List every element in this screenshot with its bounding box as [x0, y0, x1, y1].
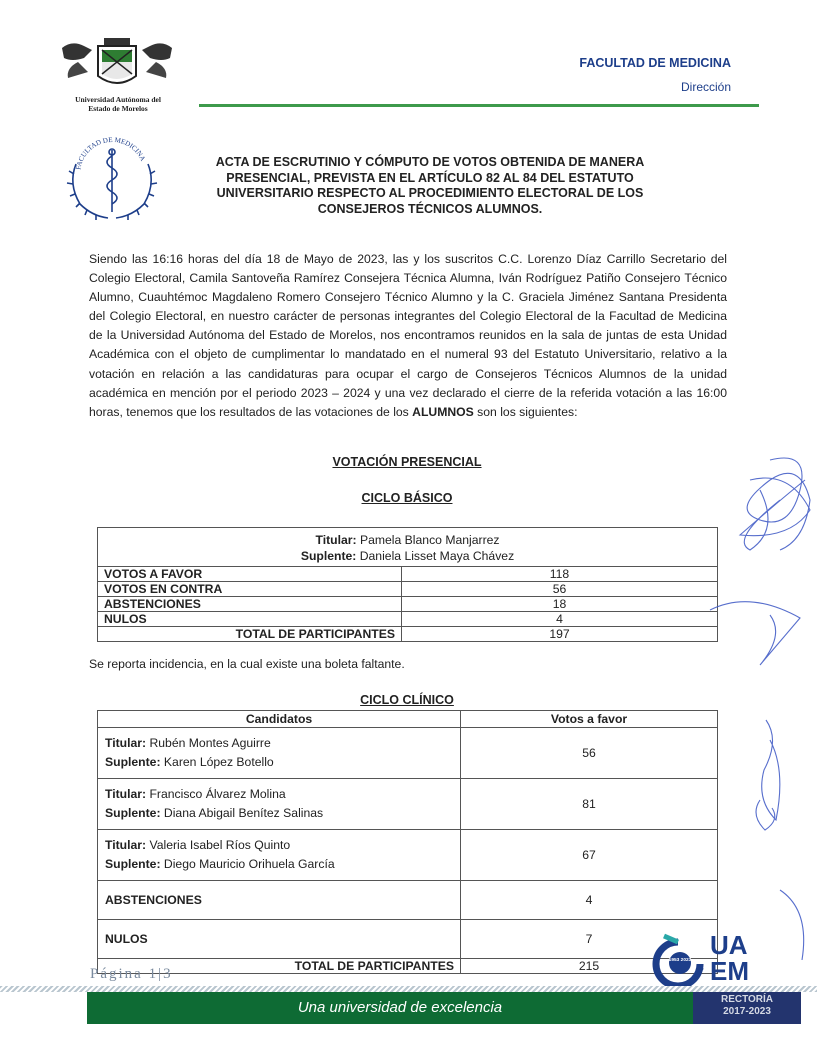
incidence-note: Se reporta incidencia, en la cual existe una boleta faltante.	[89, 657, 405, 671]
paragraph-text: , en nuestro carácter de personas integrantes del Colegio Electoral de la Facultad de Medicina de la Universidad Autónoma del Estado de Morelos, nos encontramos reunidos en la sala de juntas de esta Unidad Académica con el objeto de cumplimentar lo mandatado en el numeral 93 del Estatuto Universitario, relativo a la votación en relación a las candidaturas para ocupar el cargo de Consejeros Técnicos Alumnos de la unidad académica en mención por el periodo 2023 – 2024 y una vez declarado el cierre de la referida votación a las 16:00 horas, tenemos que los resultados de las votaciones de los	[89, 309, 727, 419]
row-value: 56	[402, 582, 718, 597]
column-header-candidates: Candidatos	[98, 711, 461, 728]
total-value: 197	[402, 627, 718, 642]
rectoria-period: 2017-2023	[723, 1006, 771, 1017]
row-label: VOTOS EN CONTRA	[98, 582, 402, 597]
candidate-suplente	[105, 855, 453, 874]
row-label: ABSTENCIONES	[98, 597, 402, 612]
votes-value: 67	[461, 830, 718, 881]
suplente-label: Suplente:	[105, 806, 161, 820]
document-title: ACTA DE ESCRUTINIO Y CÓMPUTO DE VOTOS OBTENIDA DE MANERA PRESENCIAL, PREVISTA EN EL ARTÍCULO 82 AL 84 DEL ESTATUTO UNIVERSITARIO RESPECTO AL PROCEDIMIENTO ELECTORAL DE LOS CONSEJEROS TÉCNICOS ALUMNOS.	[215, 155, 645, 216]
total-value: 215	[461, 959, 718, 974]
table-row	[98, 920, 718, 959]
anniversary-word: AÑOS	[692, 966, 706, 983]
row-label: NULOS	[98, 612, 402, 627]
table-row	[98, 830, 718, 881]
titular-name: Rubén Montes Aguirre	[146, 736, 271, 750]
clinico-results-table	[97, 710, 718, 974]
uaem-70-years-logo	[644, 928, 764, 986]
basico-titular	[104, 532, 711, 548]
candidate-suplente	[105, 753, 453, 772]
suplente-label: Suplente:	[105, 857, 161, 871]
abstenciones-value: 4	[461, 881, 718, 920]
row-label: VOTOS A FAVOR	[98, 567, 402, 582]
table-row	[98, 567, 718, 582]
paragraph-text: Siendo las 16:16 horas del día 18 de Mayo de 2023	[89, 252, 385, 266]
row-value: 18	[402, 597, 718, 612]
section-heading-basico: CICLO BÁSICO	[361, 491, 453, 505]
section-heading-clinico: CICLO CLÍNICO	[360, 693, 454, 707]
candidate-suplente	[105, 804, 453, 823]
paragraph-text-bold: , las y los suscritos C.C. Lorenzo Díaz Carrillo Secretario del Colegio Electoral, Camila Santoveña Ramírez Consejera Técnica Alumna, Iván Rodríguez Patiño Consejero Técnico Alumno, Cuauhtémoc Magdaleno Romero Consejero Técnico Alumno y la C. Graciela Jiménez Santana Presidenta del Colegio Electoral	[89, 252, 727, 324]
suplente-label: Suplente:	[105, 755, 161, 769]
table-row	[98, 881, 718, 920]
body-paragraph	[89, 250, 727, 422]
candidate-cell	[98, 830, 461, 881]
table-row	[98, 612, 718, 627]
table-row	[98, 582, 718, 597]
candidate-titular	[105, 785, 453, 804]
logo-text-em: EM	[710, 956, 749, 986]
logo-text-ua: UA	[710, 930, 748, 960]
candidate-cell	[98, 728, 461, 779]
department-name: Dirección	[680, 80, 731, 94]
basico-candidate-row	[98, 528, 718, 567]
titular-label: Titular:	[105, 736, 147, 750]
abstenciones-label: ABSTENCIONES	[98, 881, 461, 920]
votes-value: 81	[461, 779, 718, 830]
table-header-row	[98, 711, 718, 728]
titular-name: Valeria Isabel Ríos Quinto	[146, 838, 291, 852]
total-label: TOTAL DE PARTICIPANTES	[98, 627, 402, 642]
footer-slogan: Una universidad de excelencia	[297, 999, 503, 1016]
section-heading-votacion: VOTACIÓN PRESENCIAL	[332, 455, 482, 469]
row-value: 4	[402, 612, 718, 627]
anniversary-years: 1953 2023	[668, 958, 692, 963]
nulos-value: 7	[461, 920, 718, 959]
candidate-titular	[105, 836, 453, 855]
paragraph-text: son los siguientes:	[473, 404, 578, 419]
titular-name: Francisco Álvarez Molina	[146, 787, 286, 801]
row-value: 118	[402, 567, 718, 582]
university-name-line1: Universidad Autónoma del	[75, 95, 161, 104]
titular-label: Titular:	[105, 838, 147, 852]
candidate-cell	[98, 779, 461, 830]
nulos-label: NULOS	[98, 920, 461, 959]
medicine-faculty-seal-icon	[62, 124, 162, 222]
suplente-name: Daniela Lisset Maya Chávez	[356, 549, 515, 563]
university-name-line2: Estado de Morelos	[88, 104, 148, 113]
rectoria-label: RECTORÍA	[720, 994, 774, 1005]
suplente-label: Suplente:	[300, 549, 357, 563]
basico-candidate-cell	[98, 528, 718, 567]
total-label: TOTAL DE PARTICIPANTES	[98, 959, 461, 974]
table-row-total	[98, 959, 718, 974]
suplente-name: Diego Mauricio Orihuela García	[160, 857, 335, 871]
uaem-coat-of-arms-logo	[58, 36, 176, 92]
titular-label: Titular:	[315, 533, 357, 547]
handwritten-signatures	[690, 440, 815, 960]
header-divider	[199, 104, 759, 107]
suplente-name: Karen López Botello	[160, 755, 274, 769]
footer-rectoria	[700, 994, 794, 1018]
titular-name: Pamela Blanco Manjarrez	[356, 533, 500, 547]
suplente-name: Diana Abigail Benítez Salinas	[160, 806, 324, 820]
candidate-titular	[105, 734, 453, 753]
table-row	[98, 728, 718, 779]
table-row	[98, 597, 718, 612]
column-header-votes: Votos a favor	[461, 711, 718, 728]
table-row	[98, 779, 718, 830]
table-row-total	[98, 627, 718, 642]
university-name	[58, 95, 178, 113]
basico-results-table	[97, 527, 718, 642]
titular-label: Titular:	[105, 787, 147, 801]
votes-value: 56	[461, 728, 718, 779]
paragraph-bold-alumnos: ALUMNOS	[412, 404, 474, 419]
page-number: Página 1|3	[90, 966, 173, 982]
faculty-name: FACULTAD DE MEDICINA	[579, 56, 731, 70]
seal-text: FACULTAD DE MEDICINA	[74, 135, 147, 171]
basico-suplente	[104, 548, 711, 564]
